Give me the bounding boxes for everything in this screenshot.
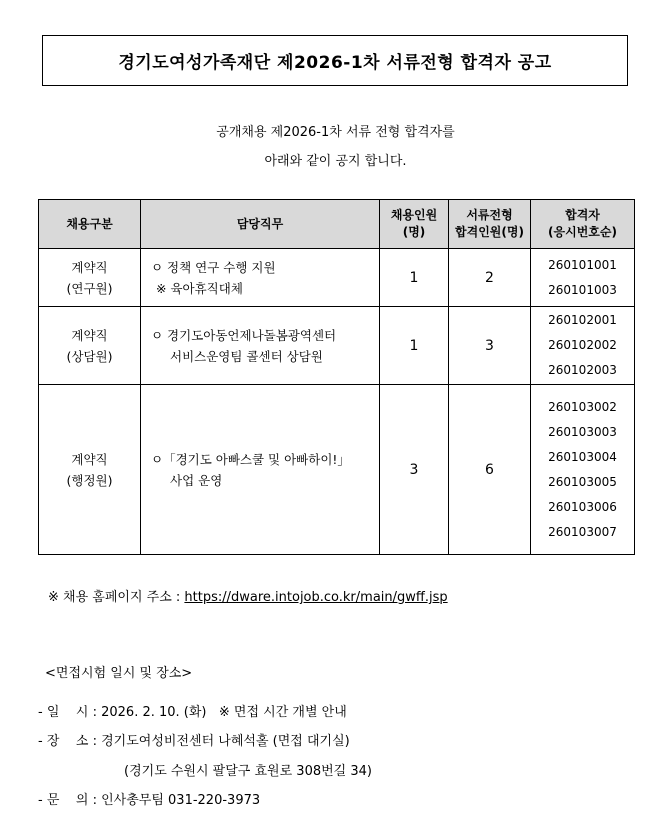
doc-pass-cell: 3: [449, 307, 531, 385]
category-cell: 계약직 (행정원): [39, 385, 141, 555]
interview-contact: - 문 의 : 인사총무팀 031-220-3973: [38, 793, 261, 808]
passer-ids-cell: 260102001 260102002 260102003: [531, 307, 635, 385]
doc-pass-cell: 6: [449, 385, 531, 555]
interview-address: (경기도 수원시 팔달구 효원로 308번길 34): [124, 764, 372, 779]
category-cell: 계약직 (연구원): [39, 249, 141, 307]
table-header-row: [39, 200, 635, 249]
header-hire-count: 채용인원 (명): [380, 200, 449, 249]
header-doc-pass: 서류전형 합격인원(명): [449, 200, 531, 249]
interview-heading: <면접시험 일시 및 장소>: [45, 666, 193, 681]
homepage-label: ※ 채용 홈페이지 주소 :: [48, 590, 185, 605]
category-cell: 계약직 (상담원): [39, 307, 141, 385]
homepage-link[interactable]: https://dware.intojob.co.kr/main/gwff.jsp: [184, 590, 448, 605]
hire-count-cell: 3: [380, 385, 449, 555]
passers-table: [38, 199, 635, 555]
passer-ids-cell: 260101001 260101003: [531, 249, 635, 307]
duty-cell: ㅇ 경기도아동언제나돌봄광역센터 서비스운영팀 콜센터 상담원: [141, 307, 380, 385]
interview-place: - 장 소 : 경기도여성비전센터 나혜석홀 (면접 대기실): [38, 734, 350, 749]
header-category: 채용구분: [39, 200, 141, 249]
duty-cell: ㅇ「경기도 아빠스쿨 및 아빠하이!」 사업 운영: [141, 385, 380, 555]
notice-title: 경기도여성가족재단 제2026-1차 서류전형 합격자 공고: [42, 35, 628, 86]
hire-count-cell: 1: [380, 307, 449, 385]
passer-ids-cell: 260103002 260103003 260103004 260103005 260103006 260103007: [531, 385, 635, 555]
hire-count-cell: 1: [380, 249, 449, 307]
interview-date: - 일 시 : 2026. 2. 10. (화) ※ 면접 시간 개별 안내: [38, 705, 347, 720]
doc-pass-cell: 2: [449, 249, 531, 307]
table-row: [39, 385, 635, 555]
header-passers: 합격자 (응시번호순): [531, 200, 635, 249]
table-row: [39, 249, 635, 307]
header-duty: 담당직무: [141, 200, 380, 249]
duty-cell: ㅇ 정책 연구 수행 지원 ※ 육아휴직대체: [141, 249, 380, 307]
intro-line-2: 아래와 같이 공지 합니다.: [264, 154, 407, 169]
intro-line-1: 공개채용 제2026-1차 서류 전형 합격자를: [216, 125, 455, 140]
table-row: [39, 307, 635, 385]
homepage-line: [48, 586, 448, 605]
